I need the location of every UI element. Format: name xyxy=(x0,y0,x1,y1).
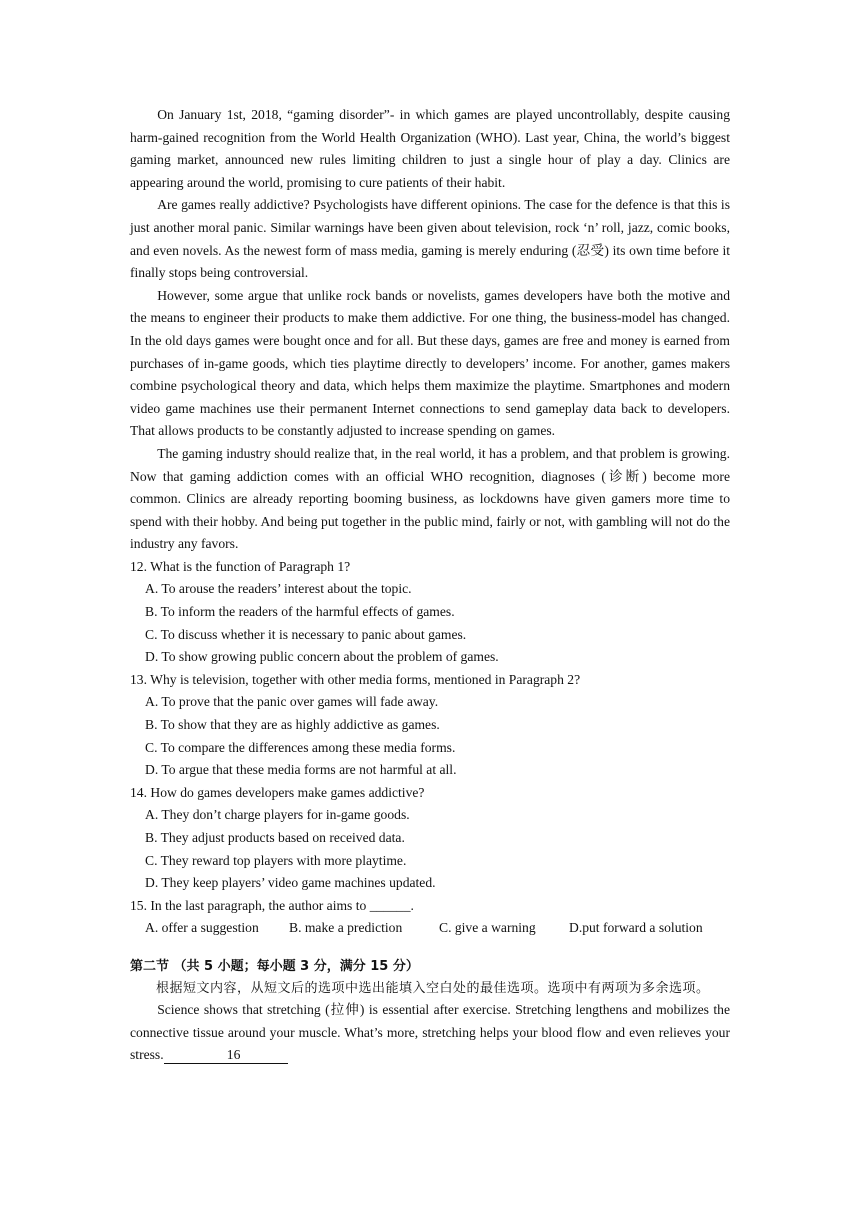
passage-paragraph-4: The gaming industry should realize that, in the real world, it has a problem, and that problem is growing. Now that gaming addiction comes with an official WHO recognition, diagnoses (诊断) become more common. Clinics are already reporting booming business, as lockdowns have given gamers more time to spend with their hobby. And being put together in the public mind, fairly or not, with gambling will not do the industry any favors. xyxy=(130,445,730,552)
passage-paragraph-1: On January 1st, 2018, “gaming disorder”- in which games are played uncontrollably, despite causing harm-gained recognition from the World Health Organization (WHO). Last year, China, the world’s biggest gaming market, announced new rules limiting children to just a single hour of play a day. Clinics are appearing around the world, promising to cure patients of their habit. xyxy=(130,107,730,190)
option-a: A. To arouse the readers’ interest about the topic. xyxy=(145,581,412,597)
option-c: C. give a warning xyxy=(439,920,536,936)
option-a: A. They don’t charge players for in-game goods. xyxy=(145,807,410,823)
option-c: C. They reward top players with more playtime. xyxy=(145,852,407,868)
section-paragraph-text: Science shows that stretching (拉伸) is essential after exercise. Stretching lengthens and mobilizes the connective tissue around your muscle. What’s more, stretching helps your blood flow and even relieves your stress. xyxy=(130,1001,730,1063)
option-b: B. To show that they are as highly addictive as games. xyxy=(145,717,440,733)
option-a: A. To prove that the panic over games will fade away. xyxy=(145,694,439,710)
blank-16: 16 xyxy=(164,1047,289,1064)
reading-passage xyxy=(130,104,730,556)
option-d: D. They keep players’ video game machines updated. xyxy=(145,875,436,891)
question-13 xyxy=(130,669,730,782)
option-row xyxy=(130,917,730,940)
section-instruction: 根据短文内容，从短文后的选项中选出能填入空白处的最佳选项。选项中有两项为多余选项。 xyxy=(156,980,710,996)
option-a: A. offer a suggestion xyxy=(145,920,259,936)
question-stem: 14. How do games developers make games addictive? xyxy=(130,784,425,800)
section-2 xyxy=(130,956,730,1067)
question-14 xyxy=(130,782,730,895)
option-c: C. To compare the differences among these media forms. xyxy=(145,739,456,755)
exam-page xyxy=(130,104,730,1067)
option-c: C. To discuss whether it is necessary to panic about games. xyxy=(145,626,467,642)
question-12 xyxy=(130,556,730,669)
option-b: B. To inform the readers of the harmful effects of games. xyxy=(145,604,455,620)
passage-paragraph-2: Are games really addictive? Psychologists have different opinions. The case for the defence is that this is just another moral panic. Similar warnings have been given about television, rock ‘n’ roll, jazz, comic books, and even novels. As the newest form of mass media, gaming is merely enduring (忍受) its own time before it finally stops being controversial. xyxy=(130,197,730,281)
question-stem: 13. Why is television, together with other media forms, mentioned in Paragraph 2? xyxy=(130,671,581,687)
question-15 xyxy=(130,895,730,940)
option-b: B. They adjust products based on received data. xyxy=(145,830,405,845)
section-paragraph xyxy=(130,999,730,1067)
question-stem: 15. In the last paragraph, the author aims to ______. xyxy=(130,897,414,913)
option-b: B. make a prediction xyxy=(289,920,403,936)
passage-paragraph-3: However, some argue that unlike rock bands or novelists, games developers have both the motive and the means to engineer their products to make them addictive. For one thing, the business-model has changed. In the old days games were bought once and for all. But these days, games are free and money is earned from purchases of in-game goods, which ties playtime directly to developers’ income. For another, games makers combine psychological theory and data, which helps them maximize the playtime. Smartphones and modern video game machines use their permanent Internet connections to send gameplay data back to developers. That allows products to be constantly adjusted to increase spending on games. xyxy=(130,287,730,439)
question-stem: 12. What is the function of Paragraph 1? xyxy=(130,558,351,574)
option-d: D.put forward a solution xyxy=(569,920,703,936)
section-title: 第二节 （共 5 小题；每小题 3 分，满分 15 分） xyxy=(130,958,419,974)
option-d: D. To argue that these media forms are not harmful at all. xyxy=(145,762,457,778)
option-d: D. To show growing public concern about the problem of games. xyxy=(145,649,499,665)
